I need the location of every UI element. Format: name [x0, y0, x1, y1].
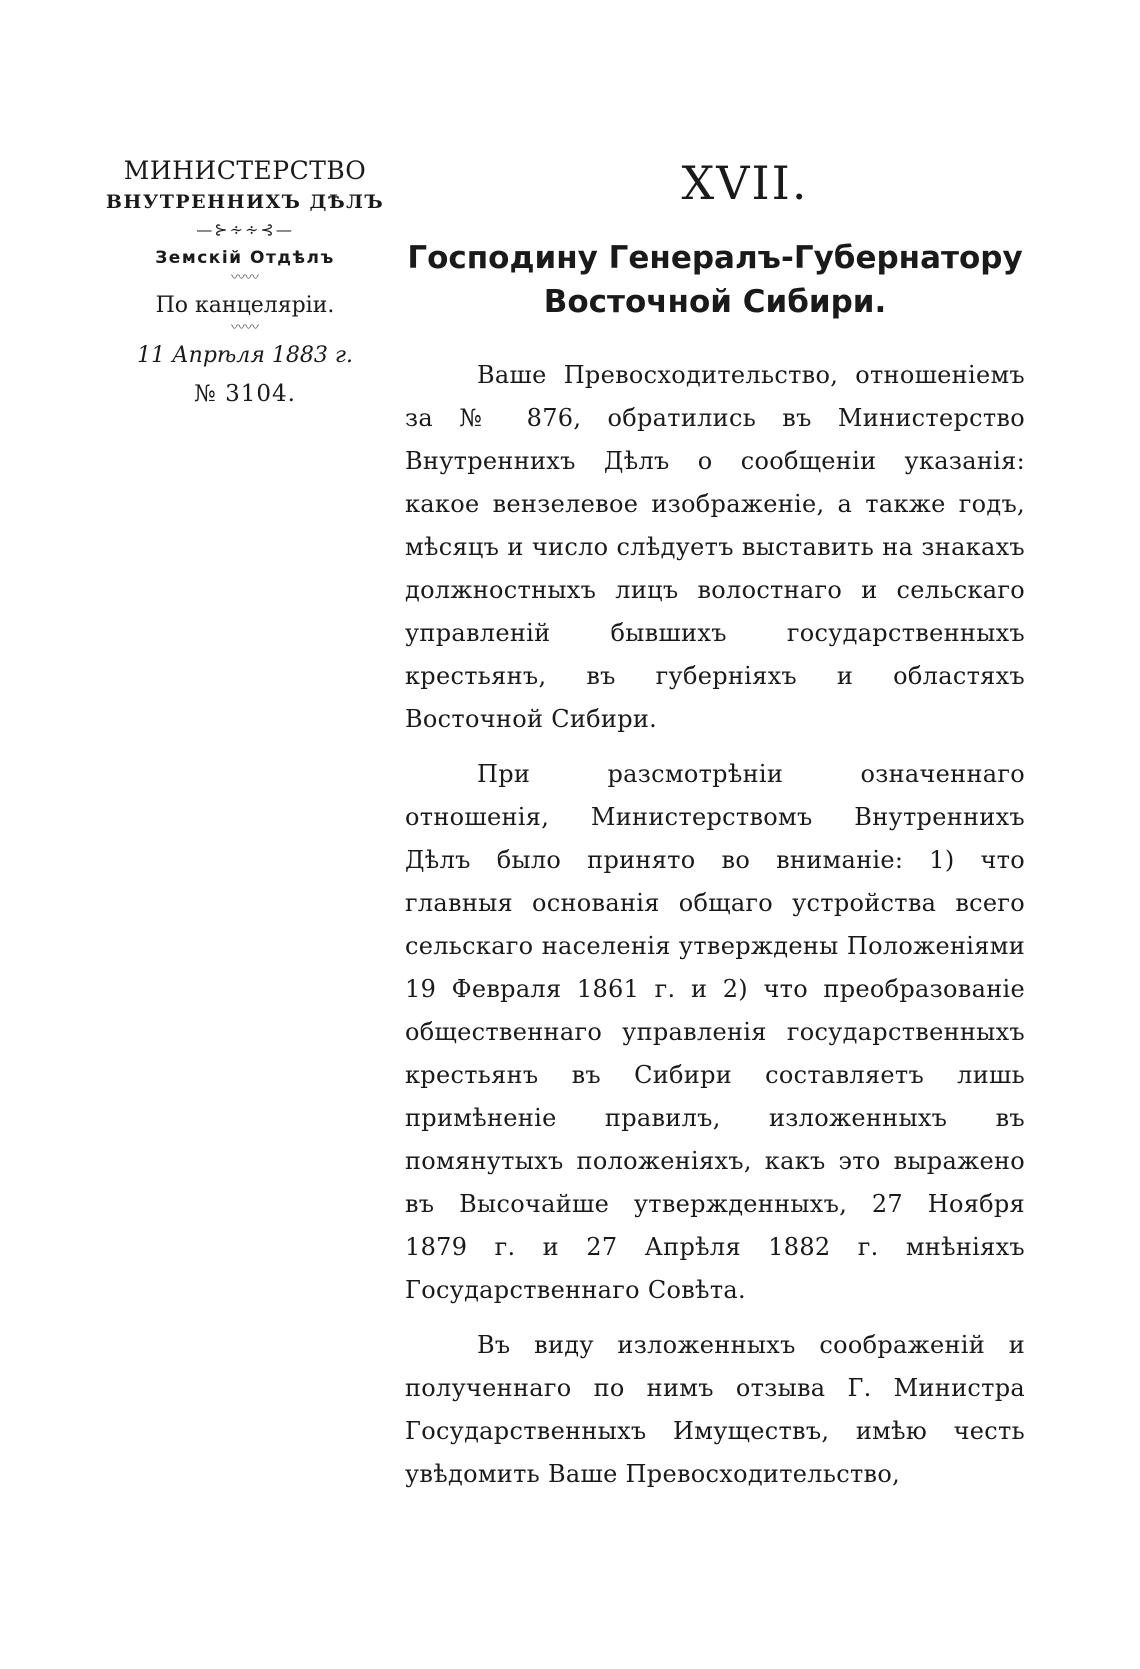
paragraph-2: При разсмотрѣніи означеннаго отношенія, Министерствомъ Внутреннихъ Дѣлъ было принято во вниманіе: 1) что главныя основанія общаго устройства всего сельскаго населенія утверждены Положеніями 19 Февраля 1861 г. и 2) что преобразованіе общественнаго управленія государственныхъ крестьянъ въ Сибири составляетъ лишь примѣненіе правилъ, изложенныхъ въ помянутыхъ положеніяхъ, какъ это выражено въ Высочайше утвержденныхъ, 27 Ноября 1879 г. и 27 Апрѣля 1882 г. мнѣніяхъ Государственнаго Совѣта. — [405, 760, 1025, 1304]
addressee-heading: Господину Генералъ-Губернатору Восточной Сибири. — [407, 240, 1023, 320]
letterhead — [95, 158, 395, 406]
department-name: ВНУТРЕННИХЪ ДѢЛЪ — [105, 191, 385, 213]
wave-divider-2: 〰〰 — [231, 320, 259, 336]
wave-divider-1: 〰〰 — [231, 270, 259, 286]
ornament-divider: —⊱∻∻⊰— — [196, 220, 294, 239]
letter-number: № 3104. — [194, 381, 296, 407]
ministry-name: МИНИСТЕРСТВО — [123, 156, 367, 185]
subdepartment-name: Земскій Отдѣлъ — [155, 248, 335, 268]
letter-body — [405, 156, 1025, 1496]
letter-date: 11 Апрѣля 1883 г. — [137, 343, 353, 368]
office-name: По канцеляріи. — [155, 293, 335, 318]
paragraph-1: Ваше Превосходительство, отношеніемъ за № 876, обратились въ Министерство Внутреннихъ Дѣлъ о сообщеніи указанія: какое вензелевое изображеніе, а также годъ, мѣсяцъ и число слѣдуетъ выставить на знакахъ должностныхъ лицъ волостнаго и сельскаго управленій бывшихъ государственныхъ крестьянъ, въ губерніяхъ и областяхъ Восточной Сибири. — [405, 361, 1025, 733]
paragraph-3: Въ виду изложенныхъ соображеній и полученнаго по нимъ отзыва Г. Министра Государственныхъ Имуществъ, имѣю честь увѣдомить Ваше Превосходительство, — [405, 1331, 1025, 1488]
roman-numeral-heading: XVII. — [681, 156, 809, 210]
